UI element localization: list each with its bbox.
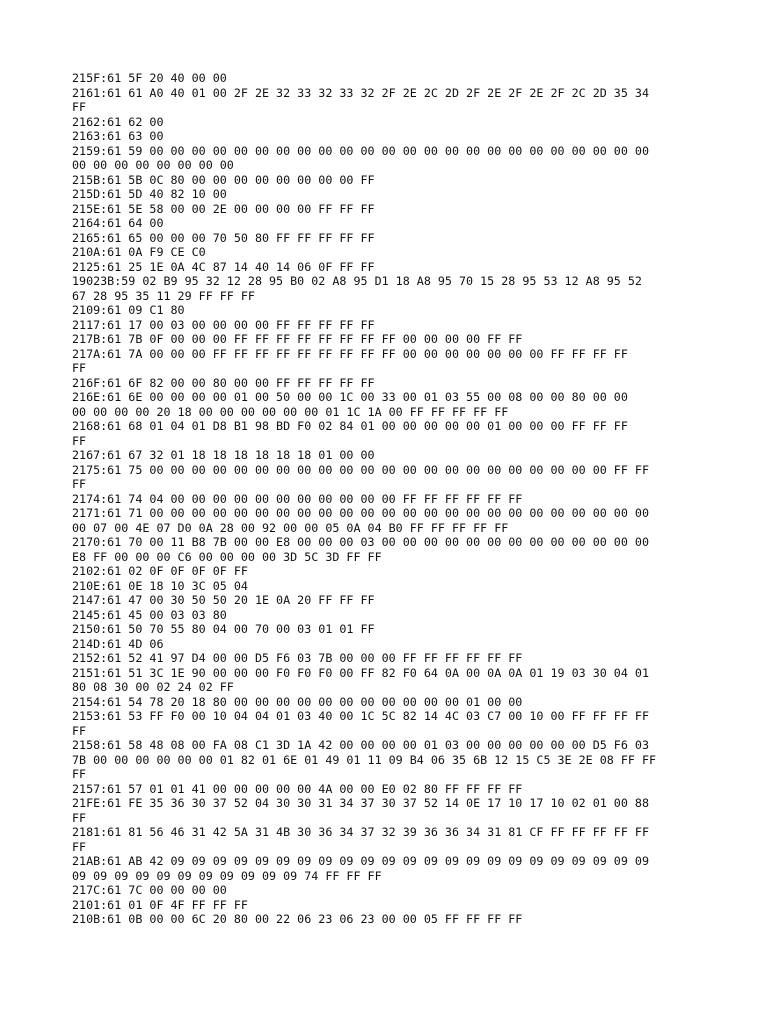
dump-line: 19023B:59 02 B9 95 32 12 28 95 B0 02 A8 95 D1 18 A8 95 70 15 28 95 53 12 A8 95 52 — [72, 274, 642, 288]
dump-line: 2109:61 09 C1 80 — [72, 303, 185, 317]
dump-line: 216E:61 6E 00 00 00 00 01 00 50 00 00 1C 00 33 00 01 03 55 00 08 00 00 80 00 00 — [72, 390, 628, 404]
dump-line: 2102:61 02 0F 0F 0F 0F FF — [72, 564, 248, 578]
dump-line: 2157:61 57 01 01 41 00 00 00 00 00 4A 00 00 E0 02 80 FF FF FF FF — [72, 781, 523, 796]
dump-line: 2145:61 45 00 03 03 80 — [72, 607, 227, 622]
dump-line: 217C:61 7C 00 00 00 00 — [72, 883, 227, 897]
dump-line: FF — [72, 810, 87, 825]
dump-line: FF — [72, 361, 87, 375]
dump-line: 67 28 95 35 11 29 FF FF FF — [72, 288, 255, 303]
dump-line: 2168:61 68 01 04 01 D8 B1 98 BD F0 02 84 01 00 00 00 00 00 01 00 00 00 FF FF FF — [72, 419, 628, 433]
dump-line: 210E:61 0E 18 10 3C 05 04 — [72, 578, 248, 593]
dump-line: 2153:61 53 FF F0 00 10 04 04 01 03 40 00 1C 5C 82 14 4C 03 C7 00 10 00 FF FF FF FF — [72, 709, 649, 723]
dump-line: FF — [72, 433, 87, 448]
dump-line: FF — [72, 767, 87, 781]
dump-line: 2170:61 70 00 11 B8 7B 00 00 E8 00 00 00 03 00 00 00 00 00 00 00 00 00 00 00 00 00 — [72, 535, 649, 549]
dump-line: 2167:61 67 32 01 18 18 18 18 18 18 01 00 00 — [72, 448, 375, 462]
dump-line: 2147:61 47 00 30 50 50 20 1E 0A 20 FF FF FF — [72, 593, 375, 607]
dump-line: 2163:61 63 00 — [72, 129, 164, 143]
dump-line: 216F:61 6F 82 00 00 80 00 00 FF FF FF FF FF — [72, 375, 375, 390]
dump-line: 215B:61 5B 0C 80 00 00 00 00 00 00 00 00 FF — [72, 172, 375, 187]
dump-line: 215D:61 5D 40 82 10 00 — [72, 187, 227, 201]
dump-line: 2171:61 71 00 00 00 00 00 00 00 00 00 00 00 00 00 00 00 00 00 00 00 00 00 00 00 00 — [72, 506, 649, 520]
dump-line: 215E:61 5E 58 00 00 2E 00 00 00 00 FF FF FF — [72, 201, 375, 216]
dump-line: 2154:61 54 78 20 18 80 00 00 00 00 00 00 00 00 00 00 00 01 00 00 — [72, 694, 523, 709]
dump-line: 217B:61 7B 0F 00 00 00 FF FF FF FF FF FF FF FF 00 00 00 00 FF FF — [72, 332, 523, 346]
dump-line: 00 07 00 4E 07 D0 0A 28 00 92 00 00 05 0A 04 B0 FF FF FF FF FF — [72, 520, 509, 535]
dump-line: 2150:61 50 70 55 80 04 00 70 00 03 01 01 FF — [72, 622, 375, 636]
dump-line: 2152:61 52 41 97 D4 00 00 D5 F6 03 7B 00 00 00 FF FF FF FF FF FF — [72, 651, 523, 665]
dump-line: 2162:61 62 00 — [72, 114, 164, 129]
dump-line: 21FE:61 FE 35 36 30 37 52 04 30 30 31 34 37 30 37 52 14 0E 17 10 17 10 02 01 00 88 — [72, 796, 649, 810]
dump-line: 00 00 00 00 00 00 00 00 — [72, 158, 234, 172]
dump-line: 2161:61 61 A0 40 01 00 2F 2E 32 33 32 33 32 2F 2E 2C 2D 2F 2E 2F 2E 2F 2C 2D 35 34 — [72, 85, 649, 100]
dump-line: 2174:61 74 04 00 00 00 00 00 00 00 00 00 00 00 FF FF FF FF FF FF — [72, 491, 523, 506]
dump-line: FF — [72, 477, 87, 491]
dump-line: 2117:61 17 00 03 00 00 00 00 FF FF FF FF FF — [72, 317, 375, 332]
dump-line: 215F:61 5F 20 40 00 00 — [72, 71, 227, 85]
dump-line: 2159:61 59 00 00 00 00 00 00 00 00 00 00 00 00 00 00 00 00 00 00 00 00 00 00 00 00 — [72, 143, 649, 158]
dump-line: 7B 00 00 00 00 00 00 01 82 01 6E 01 49 01 11 09 B4 06 35 6B 12 15 C5 3E 2E 08 FF FF — [72, 752, 657, 767]
dump-line: 2181:61 81 56 46 31 42 5A 31 4B 30 36 34 37 32 39 36 36 34 31 81 CF FF FF FF FF FF — [72, 825, 649, 839]
dump-line: 2164:61 64 00 — [72, 216, 164, 230]
dump-line: 214D:61 4D 06 — [72, 636, 164, 651]
dump-line: 2151:61 51 3C 1E 90 00 00 00 F0 F0 F0 00 FF 82 F0 64 0A 00 0A 0A 01 19 03 30 04 01 — [72, 665, 649, 680]
dump-line: 00 00 00 00 20 18 00 00 00 00 00 00 01 1C 1A 00 FF FF FF FF FF — [72, 404, 509, 419]
dump-line: 2165:61 65 00 00 00 70 50 80 FF FF FF FF FF — [72, 230, 375, 245]
dump-line: 2101:61 01 0F 4F FF FF FF — [72, 897, 248, 912]
hex-dump-document — [72, 71, 700, 927]
dump-line: FF — [72, 723, 87, 738]
dump-line: 09 09 09 09 09 09 09 09 09 09 09 74 FF FF FF — [72, 868, 382, 883]
dump-line: 210B:61 0B 00 00 6C 20 80 00 22 06 23 06 23 00 00 05 FF FF FF FF — [72, 912, 523, 926]
dump-line: 210A:61 0A F9 CE C0 — [72, 245, 206, 259]
dump-line: 2158:61 58 48 08 00 FA 08 C1 3D 1A 42 00 00 00 00 01 03 00 00 00 00 00 00 D5 F6 03 — [72, 738, 649, 752]
dump-line: 2175:61 75 00 00 00 00 00 00 00 00 00 00 00 00 00 00 00 00 00 00 00 00 00 00 FF FF — [72, 462, 649, 477]
dump-line: E8 FF 00 00 00 C6 00 00 00 00 3D 5C 3D FF FF — [72, 549, 382, 564]
dump-line: 217A:61 7A 00 00 00 FF FF FF FF FF FF FF FF FF 00 00 00 00 00 00 00 FF FF FF FF — [72, 346, 628, 361]
dump-line: 21AB:61 AB 42 09 09 09 09 09 09 09 09 09 09 09 09 09 09 09 09 09 09 09 09 09 09 09 — [72, 854, 649, 868]
dump-line: FF — [72, 839, 87, 854]
dump-line: FF — [72, 100, 87, 114]
dump-line: 2125:61 25 1E 0A 4C 87 14 40 14 06 0F FF FF — [72, 259, 375, 274]
dump-line: 80 08 30 00 02 24 02 FF — [72, 680, 234, 694]
